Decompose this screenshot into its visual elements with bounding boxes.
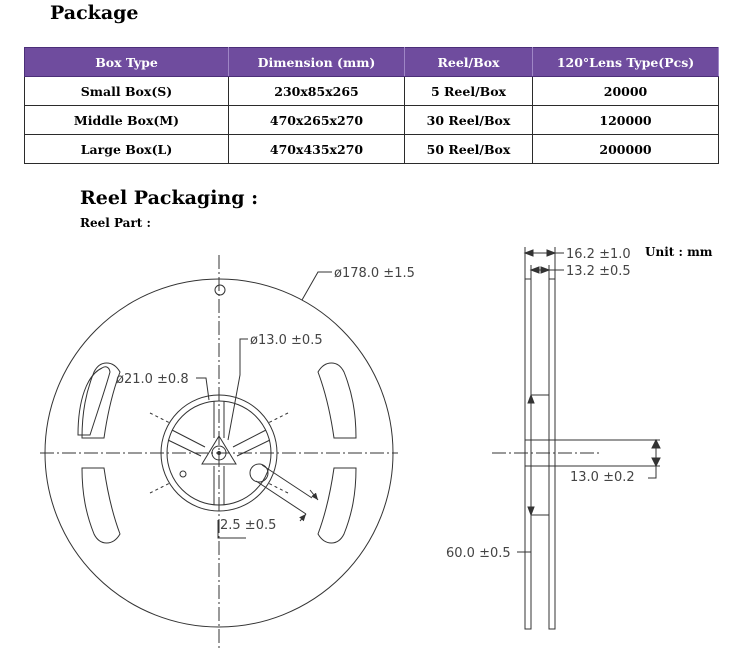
dim-slot: 2.5 ±0.5 bbox=[220, 518, 277, 533]
cell: 200000 bbox=[533, 135, 719, 164]
cell: Small Box(S) bbox=[25, 77, 229, 106]
dim-hub-diameter: ø21.0 ±0.8 bbox=[116, 372, 189, 387]
spoke-right bbox=[233, 430, 270, 456]
cell: 120000 bbox=[533, 106, 719, 135]
cell: 470x265x270 bbox=[229, 106, 405, 135]
col-reel-box: Reel/Box bbox=[405, 48, 533, 77]
dim-hub-hole: ø13.0 ±0.5 bbox=[250, 333, 323, 348]
col-lens-type: 120°Lens Type(Pcs) bbox=[533, 48, 719, 77]
hub-body bbox=[531, 395, 549, 515]
cell: 50 Reel/Box bbox=[405, 135, 533, 164]
flange-right bbox=[549, 279, 555, 629]
cell: Middle Box(M) bbox=[25, 106, 229, 135]
cell: 20000 bbox=[533, 77, 719, 106]
reel-part-subtitle: Reel Part : bbox=[80, 216, 151, 230]
cell: 470x435x270 bbox=[229, 135, 405, 164]
reel-packaging-title: Reel Packaging : bbox=[80, 187, 259, 209]
dim-outer-diameter: ø178.0 ±1.5 bbox=[334, 266, 415, 281]
leader-outer-diameter bbox=[302, 272, 332, 300]
dim-overall-width: 16.2 ±1.0 bbox=[566, 247, 631, 262]
flange-left bbox=[525, 279, 531, 629]
dim-inner-width: 13.2 ±0.5 bbox=[566, 264, 631, 279]
top-hole bbox=[215, 285, 225, 295]
cell: 230x85x265 bbox=[229, 77, 405, 106]
hub-dot bbox=[218, 452, 221, 455]
unit-label: Unit : mm bbox=[645, 245, 713, 259]
spoke-left bbox=[168, 430, 205, 456]
reel-front-view bbox=[40, 255, 398, 650]
col-box-type: Box Type bbox=[25, 48, 229, 77]
dim-hub-diameter-side: 60.0 ±0.5 bbox=[446, 546, 511, 561]
cell: 5 Reel/Box bbox=[405, 77, 533, 106]
hub-side-hole bbox=[180, 471, 186, 477]
slot-left-bottom bbox=[82, 468, 120, 543]
slot-right-bottom bbox=[318, 468, 356, 543]
reel-side-view bbox=[492, 247, 660, 629]
leader-hub-hole bbox=[228, 339, 248, 440]
col-dimension: Dimension (mm) bbox=[229, 48, 405, 77]
slot-right-top bbox=[318, 363, 356, 438]
package-heading: Package bbox=[50, 2, 139, 24]
cell: 30 Reel/Box bbox=[405, 106, 533, 135]
cell: Large Box(L) bbox=[25, 135, 229, 164]
dim-hub-height: 13.0 ±0.2 bbox=[570, 470, 635, 485]
